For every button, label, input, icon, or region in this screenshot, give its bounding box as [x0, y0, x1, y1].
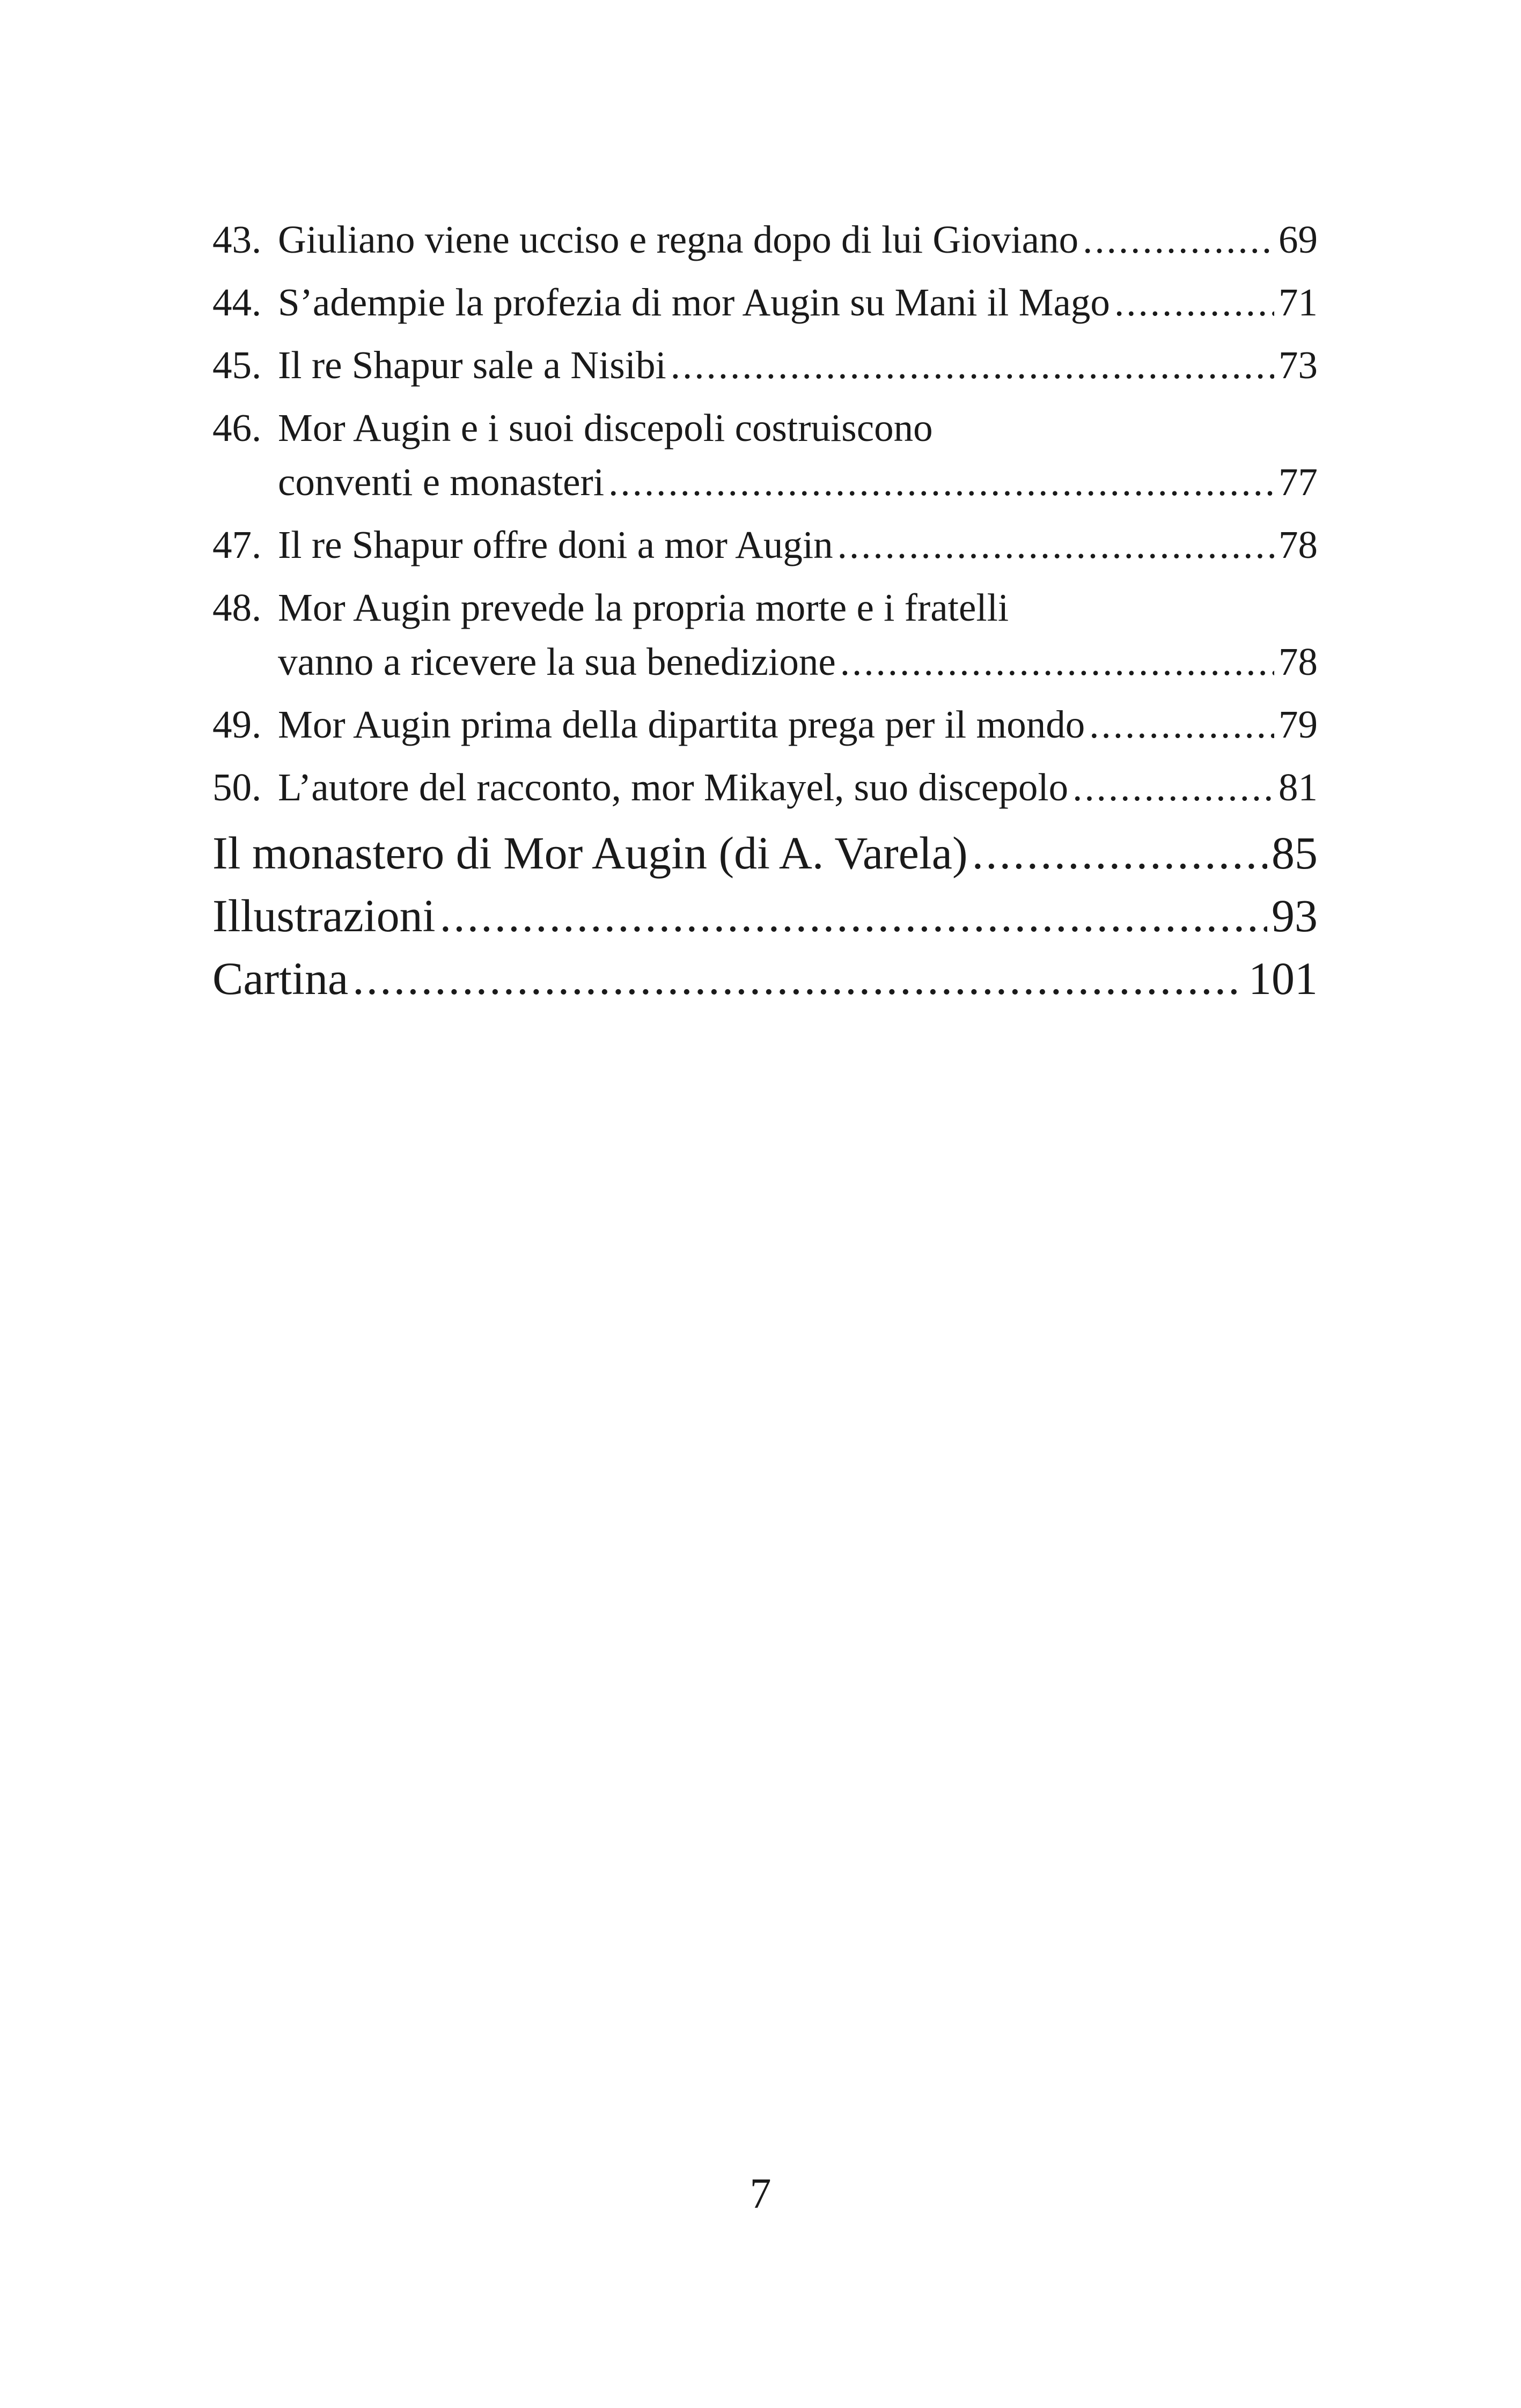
toc-entry-body — [278, 760, 1318, 814]
toc-entry-page: 85 — [1272, 827, 1318, 879]
toc-entry-line — [278, 518, 1318, 572]
toc-entry-number: 45. — [212, 343, 262, 387]
toc-entry-line — [212, 823, 1318, 883]
toc-entry-chapter-43 — [212, 212, 1318, 267]
toc-entry-title: Mor Augin prima della dipartita prega per il mondo — [278, 703, 1085, 746]
toc-leader-dots — [608, 455, 1274, 509]
toc-leader-dots — [1089, 697, 1274, 752]
toc-entry-number: 44. — [212, 281, 262, 324]
toc-entry-line — [278, 760, 1318, 814]
toc-entry-chapter-45 — [212, 338, 1318, 392]
toc-entry-line — [278, 212, 1318, 267]
toc-entry-title: Cartina — [212, 953, 349, 1004]
toc-leader-dots — [440, 886, 1267, 946]
toc-entry-body — [278, 518, 1318, 572]
toc-entry-number: 48. — [212, 586, 262, 629]
toc-entry-number: 46. — [212, 406, 262, 450]
toc-entry-title: Il re Shapur offre doni a mor Augin — [278, 523, 833, 566]
toc-entry-body — [278, 580, 1318, 689]
toc-entry-chapter-47 — [212, 518, 1318, 572]
toc-leader-dots — [352, 948, 1244, 1009]
toc-entry-line — [278, 455, 1318, 509]
toc-entry-number: 43. — [212, 218, 262, 261]
toc-entry-title-line: Mor Augin e i suoi discepoli costruiscono — [278, 406, 933, 450]
toc-entry-page: 78 — [1278, 523, 1318, 566]
toc-entry-line — [212, 886, 1318, 946]
toc-entry-title: vanno a ricevere la sua benedizione — [278, 640, 836, 683]
toc-entry-page: 69 — [1278, 218, 1318, 261]
toc-entry-title: S’adempie la profezia di mor Augin su Mani il Mago — [278, 281, 1110, 324]
toc-entry-line — [278, 697, 1318, 752]
table-of-contents — [212, 212, 1318, 1011]
toc-entry-title: Giuliano viene ucciso e regna dopo di lui Gioviano — [278, 218, 1079, 261]
toc-entry-chapter-44 — [212, 275, 1318, 329]
toc-entry-page: 93 — [1272, 890, 1318, 941]
toc-entry-section-cartina — [212, 948, 1318, 1009]
toc-entry-line — [278, 275, 1318, 329]
toc-leader-dots — [837, 518, 1274, 572]
page-number: 7 — [750, 2170, 771, 2218]
toc-entry-number: 49. — [212, 703, 262, 746]
toc-entry-body — [278, 212, 1318, 267]
toc-leader-dots — [840, 635, 1274, 689]
toc-entry-section-monastero — [212, 823, 1318, 883]
toc-entry-number: 47. — [212, 523, 262, 566]
toc-entry-chapter-50 — [212, 760, 1318, 814]
toc-leader-dots — [972, 823, 1267, 883]
toc-leader-dots — [1072, 760, 1274, 814]
toc-entry-title: L’autore del racconto, mor Mikayel, suo discepolo — [278, 765, 1069, 809]
toc-entry-page: 101 — [1248, 953, 1318, 1004]
toc-leader-dots — [1114, 275, 1274, 329]
toc-entry-chapter-48 — [212, 580, 1318, 689]
toc-entry-chapter-46 — [212, 401, 1318, 509]
toc-entry-page: 73 — [1278, 343, 1318, 387]
toc-entry-body — [212, 886, 1318, 946]
toc-entry-line — [278, 338, 1318, 392]
toc-entry-section-illustrazioni — [212, 886, 1318, 946]
toc-leader-dots — [671, 338, 1274, 392]
toc-entry-body — [278, 338, 1318, 392]
toc-leader-dots — [1083, 212, 1274, 267]
toc-entry-number: 50. — [212, 765, 262, 809]
toc-entry-page: 77 — [1278, 460, 1318, 504]
toc-entry-page: 79 — [1278, 703, 1318, 746]
toc-entry-body — [212, 823, 1318, 883]
toc-entry-line — [278, 635, 1318, 689]
toc-entry-title: conventi e monasteri — [278, 460, 605, 504]
toc-entry-title: Il re Shapur sale a Nisibi — [278, 343, 666, 387]
toc-entry-body — [278, 275, 1318, 329]
toc-entry-chapter-49 — [212, 697, 1318, 752]
toc-entry-body — [278, 697, 1318, 752]
toc-entry-page: 81 — [1278, 765, 1318, 809]
toc-entry-line — [212, 948, 1318, 1009]
toc-entry-page: 78 — [1278, 640, 1318, 683]
toc-entry-title-line: Mor Augin prevede la propria morte e i fratelli — [278, 586, 1009, 629]
toc-entry-page: 71 — [1278, 281, 1318, 324]
toc-entry-body — [212, 948, 1318, 1009]
toc-entry-body — [278, 401, 1318, 509]
toc-entry-title: Illustrazioni — [212, 890, 436, 941]
toc-entry-title: Il monastero di Mor Augin (di A. Varela) — [212, 827, 968, 879]
